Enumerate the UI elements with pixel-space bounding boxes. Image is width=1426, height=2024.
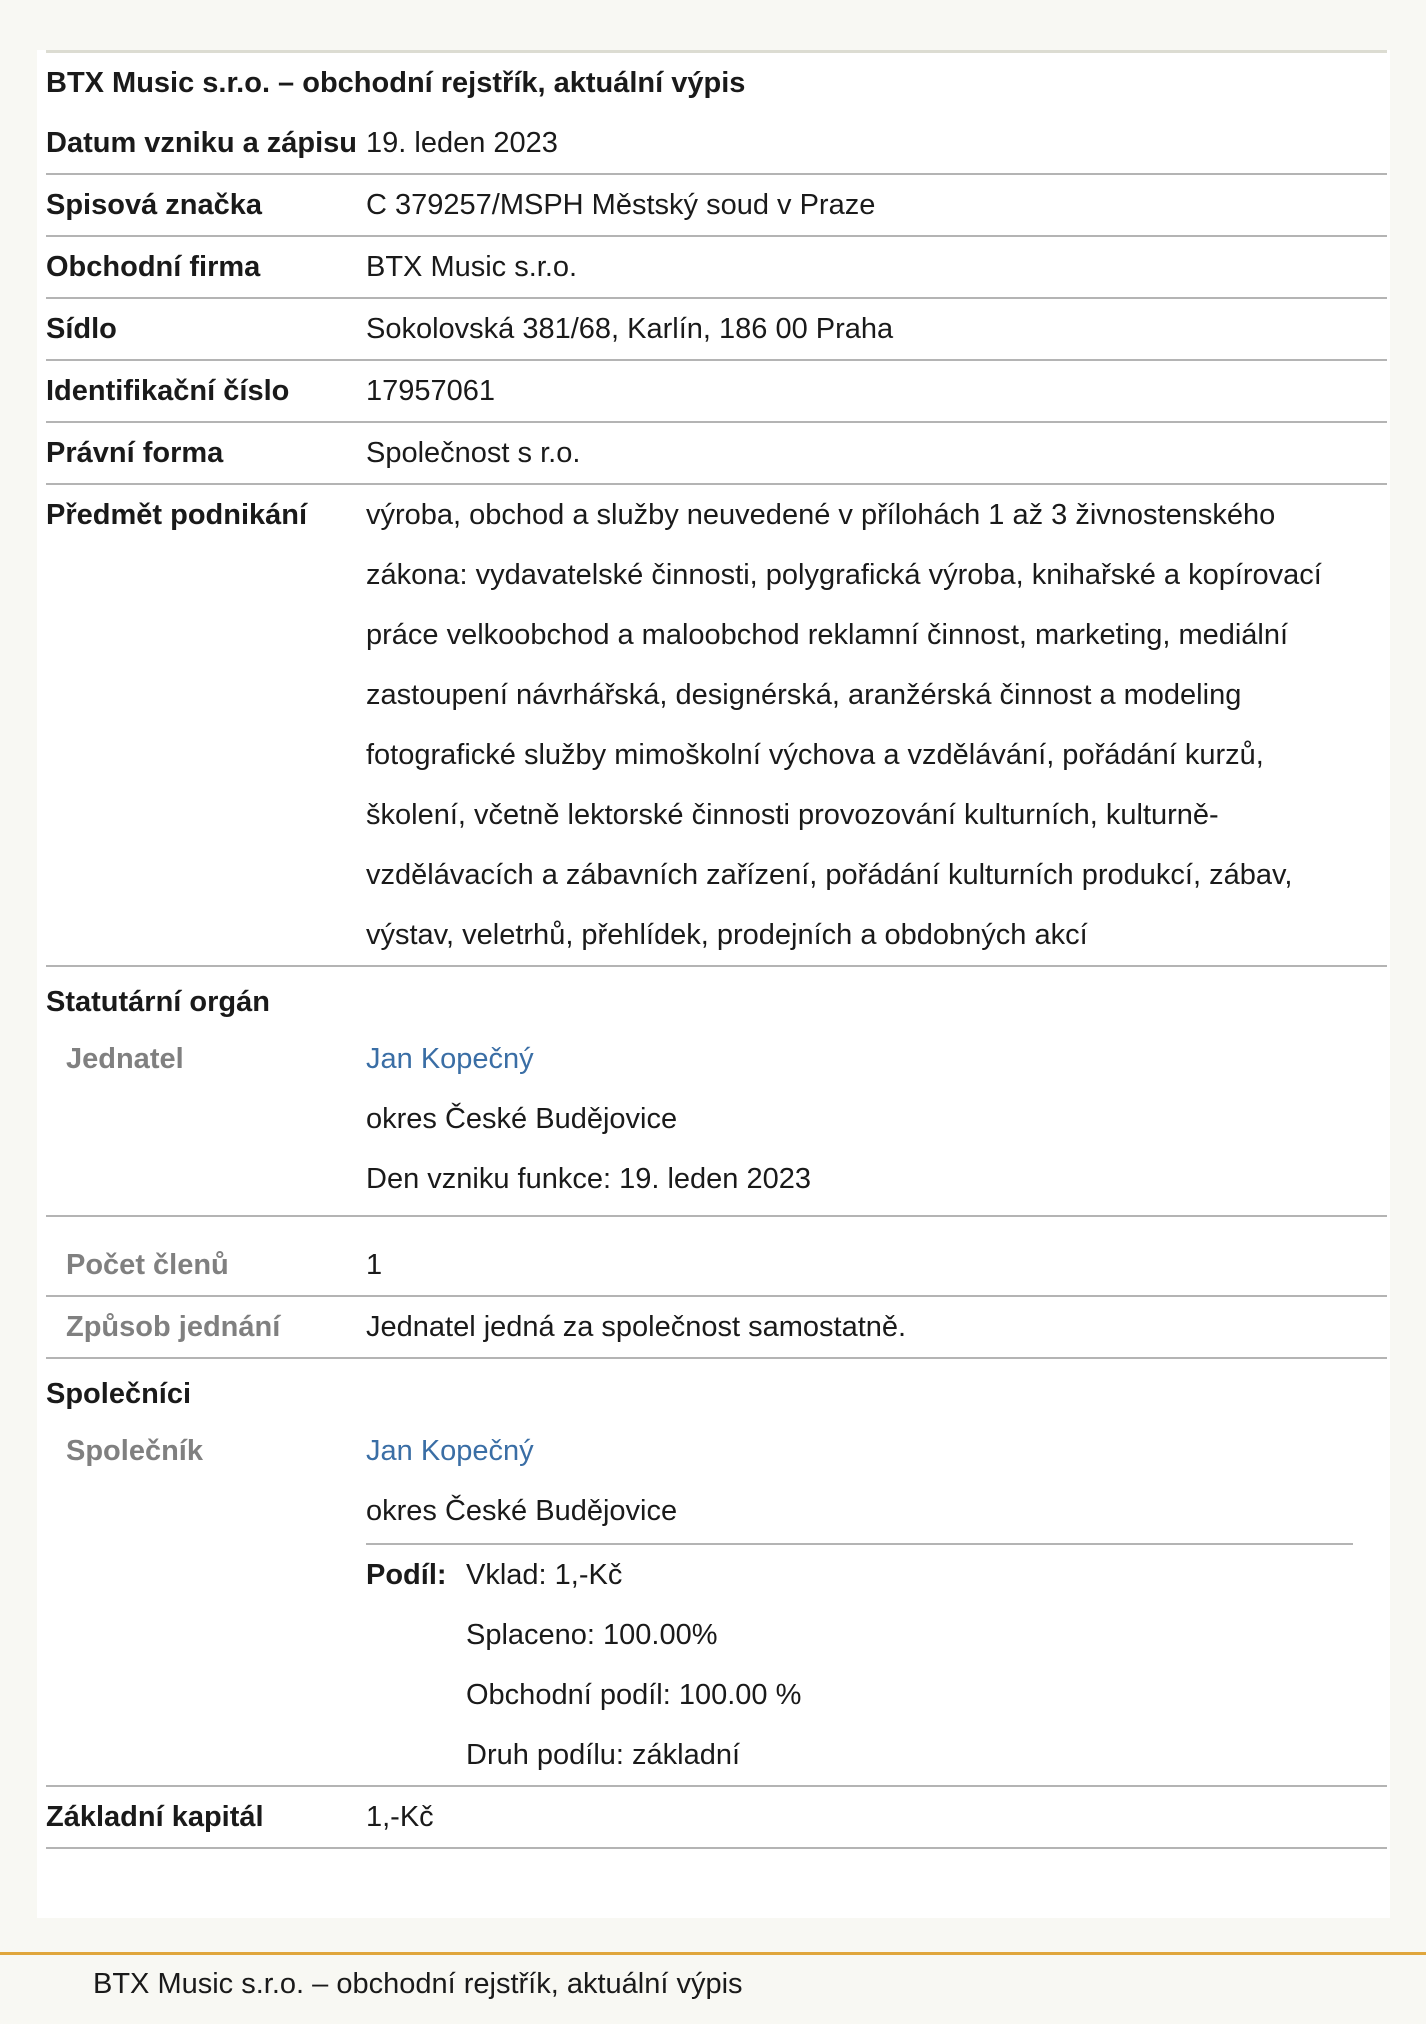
managing-director-since: Den vzniku funkce: 19. leden 2023 <box>366 1163 811 1195</box>
id-number-label: Identifikační číslo <box>46 375 290 407</box>
share-block <box>366 1543 1353 1785</box>
business-subject-value: výroba, obchod a služby neuvedené v přílohách 1 až 3 živnostenského zákona: vydavatelské činnosti, polygrafická výroba, knihařské a kopírovací práce velkoobchod a maloobchod reklamní činnost, marketing, mediální zastoupení návrhářská, designérská, aranžérská činnost a modeling fotografické služby mimoškolní výchova a vzdělávání, pořádání kurzů, školení, včetně lektorské činnosti provozování kulturních, kulturně-vzdělávacích a zábavních zařízení, pořádání kulturních produkcí, zábav, výstav, veletrhů, přehlídek, prodejních a obdobných akcí <box>366 499 1322 951</box>
legal-form-value: Společnost s r.o. <box>366 437 581 469</box>
footer-divider <box>0 1952 1426 1955</box>
row-conduct <box>46 1297 1387 1359</box>
share-label: Podíl: <box>366 1559 447 1591</box>
statutory-section-title: Statutární orgán <box>46 986 270 1018</box>
register-table <box>46 50 1387 1849</box>
page-title: BTX Music s.r.o. – obchodní rejstřík, aktuální výpis <box>46 67 746 99</box>
partner-label: Společník <box>66 1435 203 1467</box>
register-card <box>37 50 1390 1918</box>
row-id-number <box>46 361 1387 423</box>
row-founding-date <box>46 113 1387 175</box>
managing-director-district: okres České Budějovice <box>366 1103 678 1135</box>
share-business-share: Obchodní podíl: 100.00 % <box>466 1679 802 1711</box>
company-name-value: BTX Music s.r.o. <box>366 251 578 283</box>
row-seat <box>46 299 1387 361</box>
company-name-label: Obchodní firma <box>46 251 261 283</box>
file-number-value: C 379257/MSPH Městský soud v Praze <box>366 189 876 221</box>
row-company-name <box>46 237 1387 299</box>
seat-label: Sídlo <box>46 313 117 345</box>
row-partner <box>46 1421 1387 1787</box>
id-number-value: 17957061 <box>366 375 496 407</box>
business-subject-label: Předmět podnikání <box>46 499 308 531</box>
capital-value: 1,-Kč <box>366 1801 434 1833</box>
partner-district: okres České Budějovice <box>366 1495 678 1527</box>
seat-value: Sokolovská 381/68, Karlín, 186 00 Praha <box>366 313 894 345</box>
managing-director-link[interactable]: Jan Kopečný <box>366 1043 534 1075</box>
row-member-count <box>46 1217 1387 1297</box>
share-type: Druh podílu: základní <box>466 1739 741 1771</box>
partners-section-title: Společníci <box>46 1378 192 1410</box>
share-deposit: Vklad: 1,-Kč <box>466 1559 623 1591</box>
conduct-label: Způsob jednání <box>66 1311 281 1343</box>
legal-form-label: Právní forma <box>46 437 224 469</box>
partner-link[interactable]: Jan Kopečný <box>366 1435 534 1467</box>
founding-date-label: Datum vzniku a zápisu <box>46 127 358 159</box>
row-legal-form <box>46 423 1387 485</box>
row-business-subject <box>46 485 1387 967</box>
row-file-number <box>46 175 1387 237</box>
row-capital <box>46 1787 1387 1849</box>
footer-title: BTX Music s.r.o. – obchodní rejstřík, aktuální výpis <box>93 1968 743 2000</box>
share-paid: Splaceno: 100.00% <box>466 1619 718 1651</box>
founding-date-value: 19. leden 2023 <box>366 127 558 159</box>
member-count-label: Počet členů <box>66 1249 229 1281</box>
conduct-value: Jednatel jedná za společnost samostatně. <box>366 1311 907 1343</box>
row-managing-director <box>46 1029 1387 1217</box>
file-number-label: Spisová značka <box>46 189 262 221</box>
member-count-value: 1 <box>366 1249 383 1281</box>
capital-label: Základní kapitál <box>46 1801 264 1833</box>
managing-director-label: Jednatel <box>66 1043 184 1075</box>
